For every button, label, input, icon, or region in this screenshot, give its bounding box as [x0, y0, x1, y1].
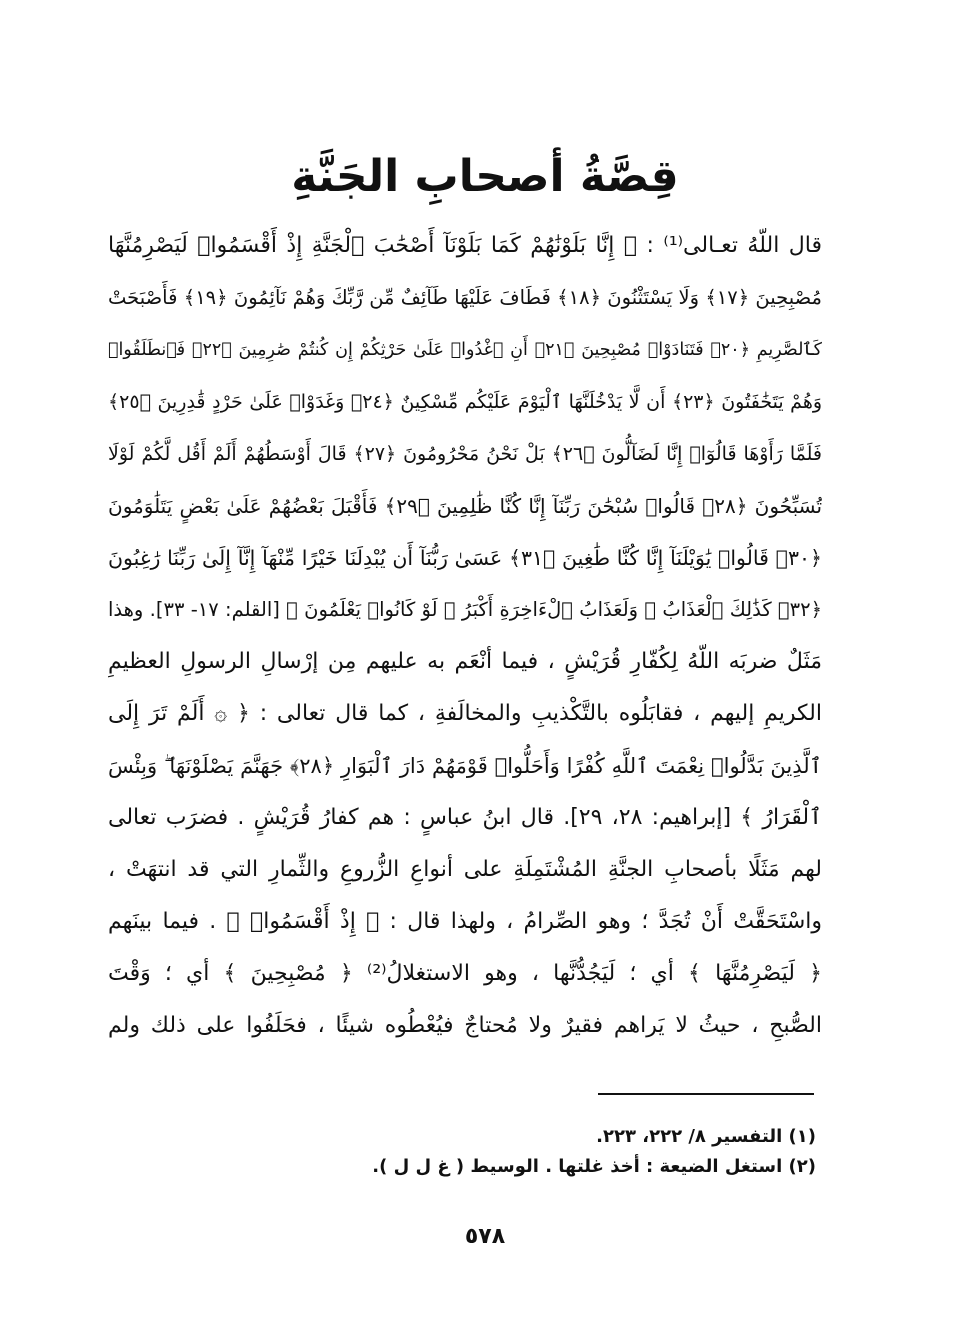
text-line: قال اللّهُ تعـالى⁽¹⁾ : ﴿ إِنَّا بَلَوْنَٰهُمْ كَمَا بَلَوْنَآ أَصْحَٰبَ ٱلْجَنَّةِ إِذْ أَقْسَمُوا۟ لَيَصْرِمُنَّهَا: [108, 233, 822, 258]
page-number: ٥٧٨: [464, 1224, 506, 1249]
text-line: مَثَلٌ ضربَه اللّهُ لِكُفّارِ قُرَيْشٍ ، فيما أنْعَم به عليهم مِن إرْسالِ الرسولِ العظيمِ: [108, 649, 822, 674]
text-line: وَهُمْ يَتَخَٰفَتُونَ ﴿٢٣﴾ أَن لَّا يَدْخُلَنَّهَا ٱلْيَوْمَ عَلَيْكُم مِّسْكِينٌ ﴿٢٤﴾ وَغَدَوْا۟ عَلَىٰ حَرْدٍ قَٰدِرِينَ ﴿٢٥﴾: [108, 391, 822, 413]
text-line: كَٱلصَّرِيمِ ﴿٢٠﴾ فَتَنَادَوْا۟ مُصْبِحِينَ ﴿٢١﴾ أَنِ ٱغْدُوا۟ عَلَىٰ حَرْثِكُمْ إِن كُنتُمْ صَٰرِمِينَ ﴿٢٢﴾ فَٱنطَلَقُوا۟: [108, 340, 822, 360]
footnote: (٢) استغل الضيعة : أخذ غلتها . الوسيط ( غ ل ل ).: [372, 1156, 816, 1177]
text-line: مُصْبِحِينَ ﴿١٧﴾ وَلَا يَسْتَثْنُونَ ﴿١٨﴾ فَطَافَ عَلَيْهَا طَآئِفٌ مِّن رَّبِّكَ وَهُمْ نَآئِمُونَ ﴿١٩﴾ فَأَصْبَحَتْ: [108, 286, 822, 309]
text-line: فَلَمَّا رَأَوْهَا قَالُوٓا۟ إِنَّا لَضَآلُّونَ ﴿٢٦﴾ بَلْ نَحْنُ مَحْرُومُونَ ﴿٢٧﴾ قَالَ أَوْسَطُهُمْ أَلَمْ أَقُل لَّكُمْ لَوْلَا: [108, 443, 822, 465]
text-line: الصُّبحِ ، حيثُ لا يَراهم فقيرٌ ولا مُحتاجٌ فيُعْطُوه شيئًا ، فحَلَفُوا على ذلك ولم: [108, 1013, 822, 1038]
text-line: الكريمِ إليهم ، فقابَلُوه بالتَّكْذيبِ والمخالَفةِ ، كما قال تعالى : ﴿ ۞ أَلَمْ تَرَ إِلَى: [108, 701, 822, 726]
text-line: ﴿٣٢﴾ كَذَٰلِكَ ٱلْعَذَابُ ۖ وَلَعَذَابُ ٱلْءَاخِرَةِ أَكْبَرُ ۚ لَوْ كَانُوا۟ يَعْلَمُونَ ﴾ [القلم: ١٧- ٣٣]. وهذا: [108, 598, 822, 621]
footnotes: [300, 1122, 816, 1182]
page-title: قِصَّةُ أصحابِ الجَنَّةِ: [291, 151, 679, 203]
text-line: ٱلْقَرَارُ ﴾ [إبراهيم: ٢٨، ٢٩]. قال ابنُ عباسٍ : هم كفارُ قُرَيْشٍ . فضرَب تعالى: [108, 805, 822, 830]
text-line: ٱلَّذِينَ بَدَّلُوا۟ نِعْمَتَ ٱللَّهِ كُفْرًا وَأَحَلُّوا۟ قَوْمَهُمْ دَارَ ٱلْبَوَارِ ﴿٢٨﴾ جَهَنَّمَ يَصْلَوْنَهَا ۖ وَبِئْسَ: [108, 754, 822, 778]
text-line: واسْتَحَقَّتْ أَنْ تُجَدَّ ؛ وهو الصِّرامُ ، ولهذا قال : ﴿ إِذْ أَقْسَمُوا۟ ﴾ . فيما بينَهم: [108, 909, 822, 934]
text-line: تُسَبِّحُونَ ﴿٢٨﴾ قَالُوا۟ سُبْحَٰنَ رَبِّنَآ إِنَّا كُنَّا ظَٰلِمِينَ ﴿٢٩﴾ فَأَقْبَلَ بَعْضُهُمْ عَلَىٰ بَعْضٍ يَتَلَٰوَمُونَ: [108, 494, 822, 518]
text-line: ﴿ لَيَصْرِمُنَّهَا ﴾ أي ؛ لَيَجُدُّنَّها ، وهو الاستغلالُ⁽²⁾ ﴿ مُصْبِحِينَ ﴾ أي ؛ وَقْتَ: [108, 961, 822, 986]
text-line: لهم مَثَلًا بأصحابِ الجنَّةِ المُشْتَمِلَةِ على أنواعِ الزُّروعِ والثِّمارِ التي قد انتهَتْ ،: [108, 857, 822, 882]
body-text: [108, 220, 822, 1052]
footnote-divider: [598, 1093, 814, 1095]
footnote: (١) التفسير ٨/ ٢٢٢، ٢٢٣.: [596, 1126, 816, 1147]
text-line: ﴿٣٠﴾ قَالُوا۟ يَٰوَيْلَنَآ إِنَّا كُنَّا طَٰغِينَ ﴿٣١﴾ عَسَىٰ رَبُّنَآ أَن يُبْدِلَنَا خَيْرًا مِّنْهَآ إِنَّآ إِلَىٰ رَبِّنَا رَٰغِبُونَ: [108, 546, 822, 570]
